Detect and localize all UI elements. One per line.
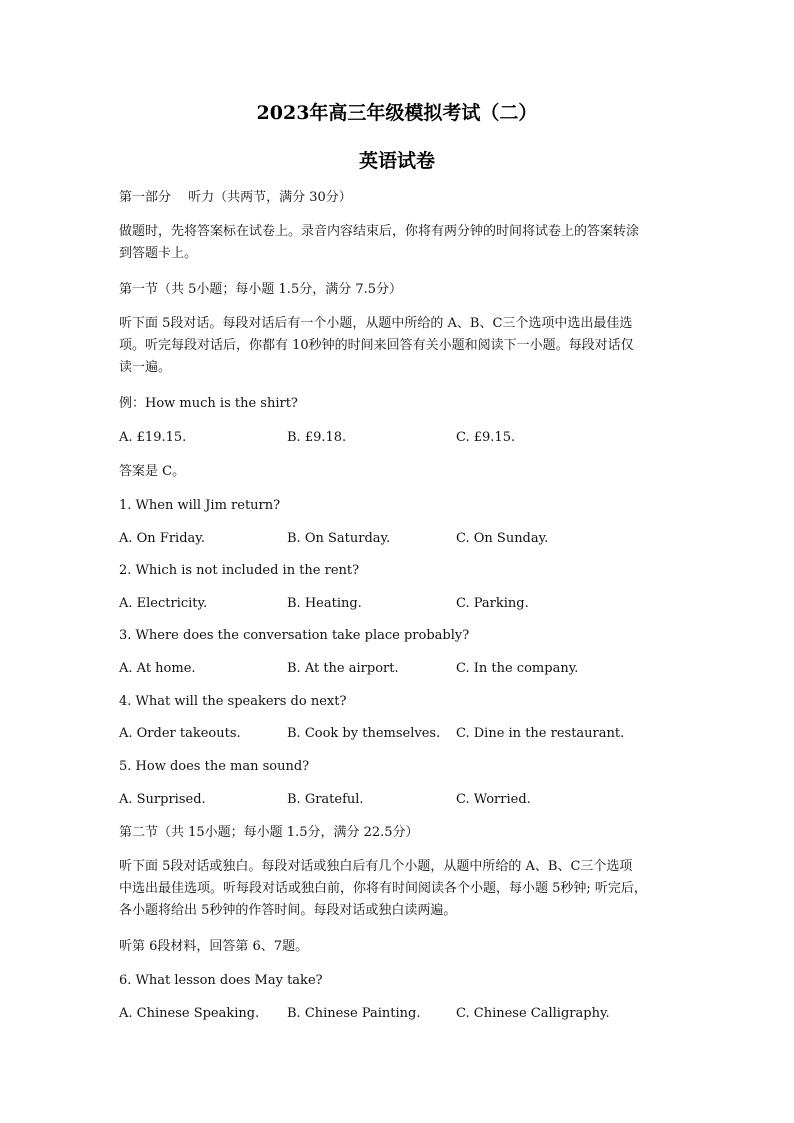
instruction-line: 到答题卡上。: [119, 246, 198, 261]
instruction-line: 读一遍。: [119, 360, 172, 375]
question-4: 4. What will the speakers do next?: [119, 694, 347, 709]
option-a: A. Surprised.: [119, 792, 206, 807]
option-c: C. £9.15.: [456, 430, 516, 445]
option-b: B. £9.18.: [287, 430, 347, 445]
option-a: A. £19.15.: [119, 430, 187, 445]
option-c: C. Worried.: [456, 792, 531, 807]
instruction-line: 中选出最佳选项。听每段对话或独白前，你将有时间阅读各个小题，每小题 5秒钟; 听完后，: [119, 881, 647, 896]
option-a: A. At home.: [119, 661, 196, 676]
question-5: 5. How does the man sound?: [119, 759, 310, 774]
option-a: A. Order takeouts.: [119, 726, 241, 741]
section1-heading: 第一节（共 5小题；每小题 1.5分，满分 7.5分）: [119, 282, 403, 297]
option-a: A. On Friday.: [119, 531, 206, 546]
section2-heading: 第二节（共 15小题；每小题 1.5分，满分 22.5分）: [119, 825, 419, 840]
option-b: B. Chinese Painting.: [287, 1006, 421, 1021]
instruction-line: 做题时，先将答案标在试卷上。录音内容结束后，你将有两分钟的时间将试卷上的答案转涂: [119, 224, 640, 239]
instruction-line: 各小题将给出 5秒钟的作答时间。每段对话或独白读两遍。: [119, 903, 457, 918]
instruction-line: 听下面 5段对话。每段对话后有一个小题，从题中所给的 A、B、C三个选项中选出最佳选: [119, 316, 633, 331]
option-c: C. Chinese Calligraphy.: [456, 1006, 610, 1021]
question-2: 2. Which is not included in the rent?: [119, 563, 360, 578]
instruction-line: 听下面 5段对话或独白。每段对话或独白后有几个小题，从题中所给的 A、B、C三个选项: [119, 859, 633, 874]
part1-instructions: [119, 221, 679, 265]
option-c: C. On Sunday.: [456, 531, 549, 546]
instruction-line: 项。听完每段对话后，你都有 10秒钟的时间来回答有关小题和阅读下一小题。每段对话仅: [119, 338, 634, 353]
example-question: 例：How much is the shirt?: [119, 396, 298, 411]
exam-subtitle: 英语试卷: [358, 150, 435, 172]
option-b: B. On Saturday.: [287, 531, 391, 546]
exam-title: 2023年高三年级模拟考试（二）: [256, 102, 538, 124]
section1-instructions: [119, 313, 679, 379]
option-c: C. Dine in the restaurant.: [456, 726, 625, 741]
question-1: 1. When will Jim return?: [119, 498, 281, 513]
option-a: A. Electricity.: [119, 596, 208, 611]
option-a: A. Chinese Speaking.: [119, 1006, 260, 1021]
section2-instructions: [119, 856, 679, 922]
example-answer: 答案是 C。: [119, 464, 186, 479]
part1-heading: 第一部分 听力（共两节，满分 30分）: [119, 190, 352, 205]
option-b: B. At the airport.: [287, 661, 399, 676]
option-b: B. Grateful.: [287, 792, 364, 807]
option-c: C. In the company.: [456, 661, 579, 676]
option-b: B. Heating.: [287, 596, 362, 611]
option-c: C. Parking.: [456, 596, 529, 611]
question-6: 6. What lesson does May take?: [119, 973, 323, 988]
question-3: 3. Where does the conversation take place probably?: [119, 628, 470, 643]
option-b: B. Cook by themselves.: [287, 726, 441, 741]
material-6-note: 听第 6段材料，回答第 6、7题。: [119, 939, 309, 954]
